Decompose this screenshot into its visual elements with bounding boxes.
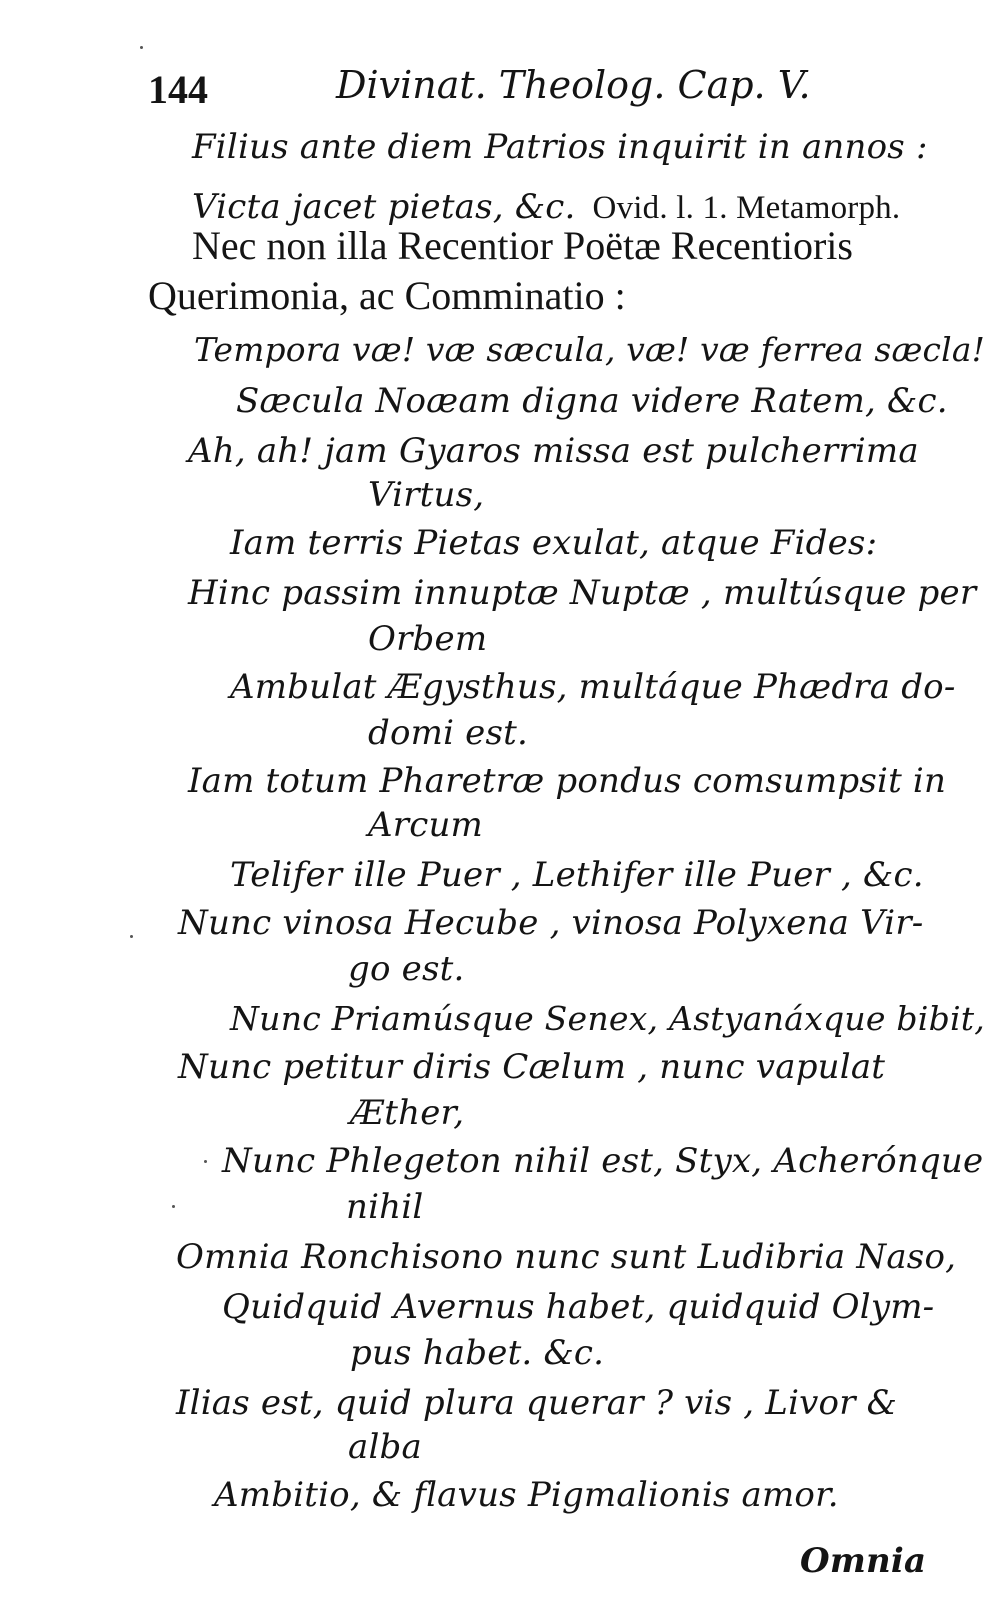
verse-line bbox=[192, 187, 901, 227]
ink-speck bbox=[204, 1160, 207, 1163]
verse-line-continuation: Æther, bbox=[350, 1093, 465, 1133]
verse-line-continuation: domi est. bbox=[368, 713, 528, 753]
ink-speck bbox=[130, 935, 133, 938]
verse-line: Filius ante diem Patrios inquirit in annos : bbox=[192, 127, 928, 167]
verse-line: Hinc passim innuptæ Nuptæ , multúsque per bbox=[188, 573, 977, 613]
verse-line: Nunc Phlegeton nihil est, Styx, Acherónque bbox=[222, 1141, 984, 1181]
page-number: 144 bbox=[148, 67, 208, 112]
verse-line: Nunc Priamúsque Senex, Astyanáxque bibit, bbox=[230, 999, 986, 1038]
verse-line: Telifer ille Puer , Lethifer ille Puer , &c. bbox=[230, 855, 924, 895]
verse-line: Iam terris Pietas exulat, atque Fides: bbox=[230, 523, 878, 563]
verse-line-continuation: Orbem bbox=[368, 619, 488, 659]
verse-line: Iam totum Pharetræ pondus comsumpsit in bbox=[188, 761, 947, 801]
verse-line-continuation: nihil bbox=[346, 1187, 424, 1227]
verse-line-continuation: pus habet. &c. bbox=[350, 1333, 605, 1373]
verse-line-continuation: Virtus, bbox=[368, 475, 485, 515]
verse-line: Quidquid Avernus habet, quidquid Olym- bbox=[222, 1287, 935, 1327]
verse-line: Nunc petitur diris Cælum , nunc vapulat bbox=[178, 1047, 886, 1087]
verse-line: Omnia Ronchisono nunc sunt Ludibria Naso, bbox=[176, 1237, 957, 1277]
verse-text: Victa jacet pietas, &c. bbox=[192, 187, 576, 227]
verse-line: Nunc vinosa Hecube , vinosa Polyxena Vir- bbox=[178, 903, 924, 943]
ink-speck bbox=[172, 1205, 175, 1208]
verse-line-continuation: Arcum bbox=[368, 805, 483, 845]
catchword: Omnia bbox=[800, 1541, 927, 1581]
verse-line-continuation: go est. bbox=[348, 949, 465, 989]
verse-line: Tempora væ! væ sæcula, væ! væ ferrea sæcla! bbox=[194, 331, 986, 369]
running-title: Divinat. Theolog. Cap. V. bbox=[336, 63, 811, 107]
verse-line-continuation: alba bbox=[348, 1427, 422, 1467]
verse-line: Ambulat Ægysthus, multáque Phædra do- bbox=[230, 667, 956, 707]
verse-line: Ilias est, quid plura querar ? vis , Livor & bbox=[176, 1383, 898, 1423]
prose-line: Querimonia, ac Comminatio : bbox=[148, 273, 626, 318]
verse-line: Ambitio, & flavus Pigmalionis amor. bbox=[214, 1475, 839, 1515]
source-citation: Ovid. l. 1. Metamorph. bbox=[592, 190, 901, 226]
ink-speck bbox=[140, 46, 143, 49]
verse-line: Sæcula Noæam digna videre Ratem, &c. bbox=[236, 381, 948, 421]
prose-line: Nec non illa Recentior Poëtæ Recentioris bbox=[192, 223, 853, 268]
verse-line: Ah, ah! jam Gyaros missa est pulcherrima bbox=[188, 431, 919, 471]
